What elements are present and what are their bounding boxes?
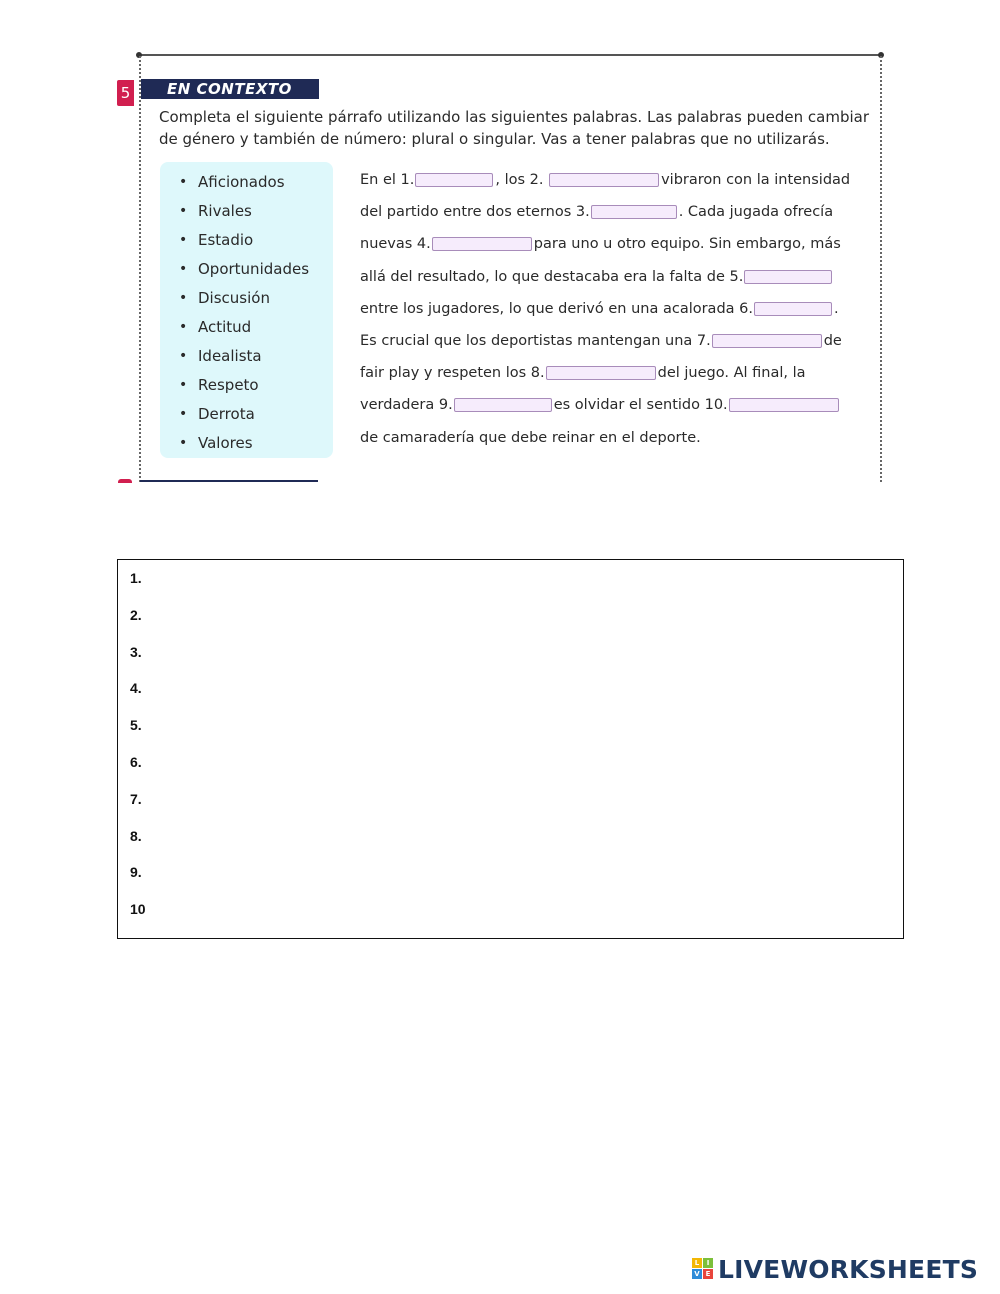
blank-2[interactable] (549, 173, 659, 187)
paragraph-text: del juego. Al final, la (657, 365, 806, 382)
word-bank-item: • Estadio (198, 226, 333, 255)
blank-5[interactable] (744, 270, 832, 284)
paragraph-line (360, 357, 860, 389)
liveworksheets-logo (692, 1254, 978, 1284)
word-bank-item: • Actitud (198, 313, 333, 342)
paragraph-line (360, 228, 860, 260)
paragraph-text: del partido entre dos eternos 3. (360, 204, 590, 221)
blank-8[interactable] (546, 366, 656, 380)
paragraph-line (360, 196, 860, 228)
answer-row[interactable]: 10 (130, 901, 146, 917)
top-border-line (139, 54, 881, 56)
paragraph-line (360, 422, 860, 454)
paragraph-text: es olvidar el sentido 10. (553, 397, 728, 414)
word-bank-item: • Rivales (198, 197, 333, 226)
bottom-mark-red (118, 479, 132, 483)
answer-row[interactable]: 1. (130, 570, 142, 586)
answer-row[interactable]: 6. (130, 754, 142, 770)
exercise-number-badge: 5 (117, 80, 134, 106)
answer-row[interactable]: 3. (130, 644, 142, 660)
paragraph-text: para uno u otro equipo. Sin embargo, más (533, 236, 841, 253)
word-bank-item: • Oportunidades (198, 255, 333, 284)
paragraph-text: . (833, 300, 839, 317)
paragraph-text: , los 2. (495, 172, 544, 188)
paragraph-text: Es crucial que los deportistas mantengan una 7. (360, 332, 711, 349)
paragraph-text: En el 1. (360, 172, 415, 188)
blank-3[interactable] (591, 205, 677, 219)
paragraph-text: nuevas 4. (360, 236, 431, 253)
paragraph-text: fair play y respeten los 8. (360, 365, 545, 382)
paragraph-text: entre los jugadores, lo que derivó en una acalorada 6. (360, 300, 753, 317)
bottom-mark-line (140, 480, 318, 482)
section-title: EN CONTEXTO (141, 79, 319, 99)
logo-tile: L (692, 1258, 702, 1268)
paragraph-text: verdadera 9. (360, 397, 453, 414)
word-bank-item: • Idealista (198, 342, 333, 371)
paragraph-line (360, 325, 860, 357)
instructions-text: Completa el siguiente párrafo utilizando las siguientes palabras. Las palabras pueden cambiar de género y también de número: plural o singular. Vas a tener palabras que no utilizarás. (159, 108, 870, 148)
fill-in-paragraph (360, 164, 860, 454)
answer-row[interactable]: 8. (130, 828, 142, 844)
blank-7[interactable] (712, 334, 822, 348)
section-bottom-mark (118, 479, 318, 483)
answer-row[interactable]: 2. (130, 607, 142, 623)
answer-row[interactable]: 7. (130, 791, 142, 807)
paragraph-text: . Cada jugada ofrecía (678, 204, 834, 221)
word-bank-item: • Discusión (198, 284, 333, 313)
brand-name: LIVEWORKSHEETS (718, 1254, 979, 1284)
blank-9[interactable] (454, 398, 552, 412)
logo-tile: V (692, 1269, 702, 1279)
word-bank-item: • Aficionados (198, 168, 333, 197)
paragraph-text: de (823, 332, 842, 349)
paragraph-text: vibraron con la intensidad (661, 172, 851, 188)
paragraph-line (360, 389, 860, 421)
paragraph-line (360, 261, 860, 293)
paragraph-line (360, 293, 860, 325)
paragraph-text: allá del resultado, lo que destacaba era la falta de 5. (360, 268, 744, 285)
logo-tile: E (703, 1269, 713, 1279)
answers-box (117, 559, 904, 939)
paragraph-text: de camaradería que debe reinar en el deporte. (360, 429, 701, 446)
right-dotted-border (880, 56, 882, 482)
answer-row[interactable]: 5. (130, 717, 142, 733)
paragraph-line (360, 164, 860, 196)
word-bank (160, 162, 333, 458)
blank-4[interactable] (432, 237, 532, 251)
answer-row[interactable]: 9. (130, 864, 142, 880)
logo-tile: I (703, 1258, 713, 1268)
blank-10[interactable] (729, 398, 839, 412)
left-dotted-border (139, 56, 141, 482)
word-bank-item: • Valores (198, 429, 333, 458)
blank-1[interactable] (415, 173, 493, 187)
liveworksheets-icon (692, 1258, 714, 1280)
word-bank-item: • Respeto (198, 371, 333, 400)
blank-6[interactable] (754, 302, 832, 316)
word-bank-item: • Derrota (198, 400, 333, 429)
answer-row[interactable]: 4. (130, 680, 142, 696)
